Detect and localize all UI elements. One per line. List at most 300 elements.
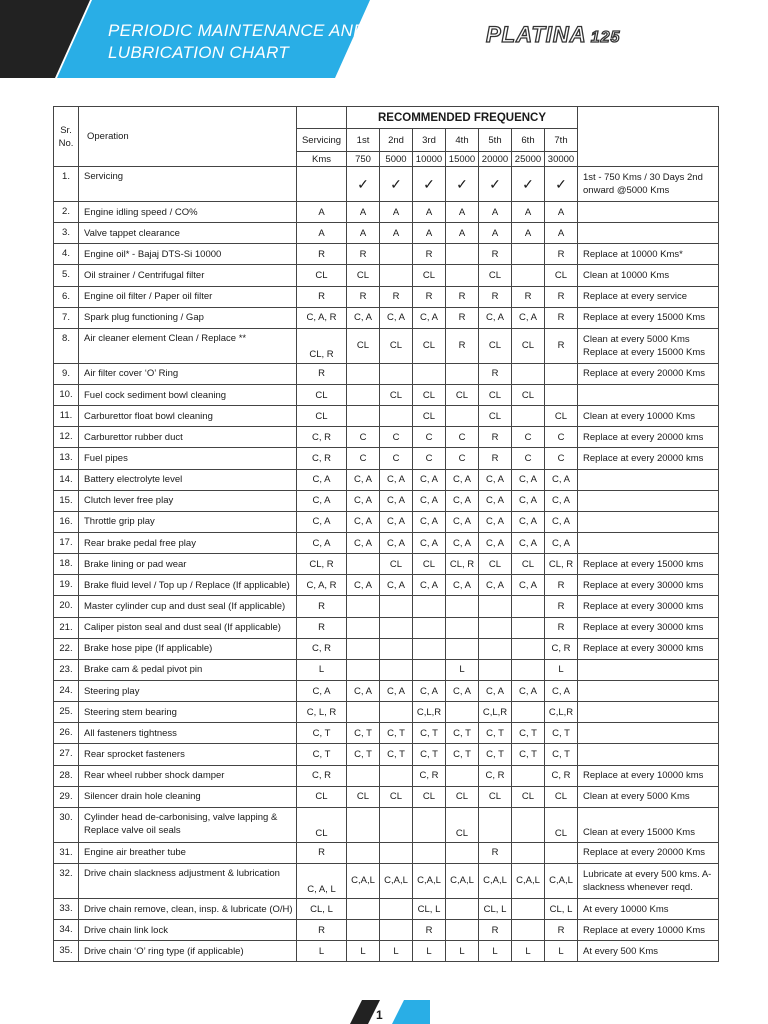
row-frequency-cell: R [413,244,446,265]
row-frequency-cell: R [545,617,578,638]
table-row [54,765,719,786]
row-servicing: C, R [297,448,347,469]
header-kms: Kms [297,152,347,167]
row-frequency-cell [380,702,413,723]
row-frequency-cell [545,842,578,863]
row-remarks: Clean at every 15000 Kms [578,807,719,842]
row-remarks: Replace at every 15000 Kms [578,307,719,328]
row-frequency-cell [512,406,545,427]
title-line-1: PERIODIC MAINTENANCE AND [108,21,366,40]
row-frequency-cell [512,638,545,659]
row-frequency-cell: R [545,286,578,307]
header-operation: Operation [79,107,297,167]
row-frequency-cell: C [446,427,479,448]
row-operation: Fuel pipes [79,448,297,469]
header-service-number: 1st [347,129,380,152]
row-frequency-cell: CL [512,384,545,405]
row-frequency-cell: R [479,244,512,265]
row-frequency-cell: C, A [413,532,446,553]
row-frequency-cell: C,A,L [347,863,380,898]
row-frequency-cell: CL [512,786,545,807]
row-frequency-cell: C, A [545,680,578,701]
row-operation: Caliper piston seal and dust seal (If applicable) [79,617,297,638]
row-frequency-cell: CL [413,786,446,807]
row-frequency-cell: ✓ [512,167,545,202]
row-frequency-cell [479,659,512,680]
row-frequency-cell: C, A [347,469,380,490]
row-frequency-cell: C, A [347,532,380,553]
row-servicing: CL, L [297,898,347,919]
row-frequency-cell: L [545,941,578,962]
row-frequency-cell [413,638,446,659]
row-operation: Air filter cover ‘O’ Ring [79,363,297,384]
row-frequency-cell: C [347,427,380,448]
row-frequency-cell [446,920,479,941]
row-sr-number: 33. [54,898,79,919]
row-frequency-cell: A [479,223,512,244]
row-frequency-cell: C,L,R [545,702,578,723]
row-frequency-cell: CL [380,328,413,363]
row-servicing: C, A [297,469,347,490]
header-servicing: Servicing [297,129,347,152]
header-service-number: 5th [479,129,512,152]
header-service-number: 2nd [380,129,413,152]
row-operation: Carburettor float bowl cleaning [79,406,297,427]
row-sr-number: 34. [54,920,79,941]
row-frequency-cell: R [545,244,578,265]
row-frequency-cell: C, A [479,532,512,553]
page-title [108,20,366,64]
row-remarks [578,680,719,701]
row-remarks: Replace at every 10000 kms [578,765,719,786]
table-row [54,532,719,553]
title-line-2: LUBRICATION CHART [108,43,290,62]
row-operation: Steering play [79,680,297,701]
row-frequency-cell [512,702,545,723]
row-servicing: A [297,223,347,244]
row-frequency-cell: C [446,448,479,469]
row-frequency-cell: CL [380,786,413,807]
row-operation: Brake hose pipe (If applicable) [79,638,297,659]
row-frequency-cell [347,384,380,405]
row-frequency-cell: R [545,596,578,617]
row-frequency-cell [446,842,479,863]
row-servicing: C, A [297,532,347,553]
row-remarks [578,511,719,532]
row-frequency-cell: C, A [413,307,446,328]
row-frequency-cell: CL [479,406,512,427]
row-frequency-cell [446,638,479,659]
row-frequency-cell: C,A,L [512,863,545,898]
row-frequency-cell [380,638,413,659]
row-frequency-cell: C, A [512,490,545,511]
row-frequency-cell: CL [413,265,446,286]
row-frequency-cell: CL, R [545,554,578,575]
row-frequency-cell: A [347,202,380,223]
row-frequency-cell: C, A [479,680,512,701]
table-row [54,286,719,307]
row-frequency-cell: C, T [479,744,512,765]
row-frequency-cell: C, A [347,575,380,596]
row-sr-number: 30. [54,807,79,842]
row-frequency-cell: CL [413,384,446,405]
table-row [54,596,719,617]
row-operation: Brake fluid level / Top up / Replace (If applicable) [79,575,297,596]
row-servicing: R [297,363,347,384]
row-frequency-cell: C, A [446,490,479,511]
row-frequency-cell: C, A [479,575,512,596]
row-frequency-cell [446,702,479,723]
row-frequency-cell: C, T [479,723,512,744]
row-operation: Valve tappet clearance [79,223,297,244]
row-frequency-cell: CL [545,406,578,427]
row-remarks: Replace at every 30000 kms [578,638,719,659]
row-frequency-cell: R [446,328,479,363]
row-frequency-cell: C, A [545,532,578,553]
row-servicing: C, R [297,638,347,659]
row-frequency-cell: C, A [545,511,578,532]
row-frequency-cell: R [347,244,380,265]
row-sr-number: 27. [54,744,79,765]
row-frequency-cell [347,659,380,680]
row-frequency-cell [512,244,545,265]
row-operation: Drive chain ‘O’ ring type (if applicable) [79,941,297,962]
table-row [54,807,719,842]
row-remarks: Clean at every 5000 Kms Replace at every 15000 Kms [578,328,719,363]
row-frequency-cell: C, T [446,723,479,744]
row-frequency-cell: C, A [380,490,413,511]
row-frequency-cell: CL [446,807,479,842]
row-frequency-cell: R [479,842,512,863]
table-row [54,898,719,919]
row-frequency-cell: C, A [413,575,446,596]
row-frequency-cell: C, A [380,307,413,328]
header-recommended-frequency: RECOMMENDED FREQUENCY [347,107,578,129]
row-frequency-cell [380,807,413,842]
row-frequency-cell: R [479,286,512,307]
row-servicing: C, A, R [297,575,347,596]
row-frequency-cell [512,596,545,617]
header-service-kms: 750 [347,152,380,167]
row-remarks [578,384,719,405]
row-frequency-cell [479,638,512,659]
row-frequency-cell: C, T [512,744,545,765]
row-operation: Brake lining or pad wear [79,554,297,575]
row-servicing: C, R [297,765,347,786]
row-frequency-cell: C, T [545,744,578,765]
row-frequency-cell: C, A [413,469,446,490]
row-frequency-cell: CL, L [545,898,578,919]
footer-band [340,1000,430,1024]
row-sr-number: 8. [54,328,79,363]
row-frequency-cell: CL [446,786,479,807]
row-frequency-cell [413,617,446,638]
row-frequency-cell: C, A [545,490,578,511]
row-servicing: C, A, L [297,863,347,898]
row-servicing: C, A [297,511,347,532]
row-frequency-cell [380,244,413,265]
row-frequency-cell: ✓ [446,167,479,202]
row-servicing: R [297,920,347,941]
row-frequency-cell [347,920,380,941]
header-service-kms: 30000 [545,152,578,167]
row-frequency-cell: R [479,920,512,941]
row-remarks: Replace at every 10000 Kms [578,920,719,941]
row-frequency-cell: C,A,L [413,863,446,898]
row-remarks: 1st - 750 Kms / 30 Days 2nd onward @5000 Kms [578,167,719,202]
row-frequency-cell: C, T [347,744,380,765]
row-frequency-cell: R [380,286,413,307]
table-row [54,363,719,384]
table-row [54,659,719,680]
row-frequency-cell: CL [347,328,380,363]
row-frequency-cell [380,842,413,863]
row-sr-number: 19. [54,575,79,596]
row-operation: Engine idling speed / CO% [79,202,297,223]
row-servicing: A [297,202,347,223]
row-servicing: R [297,244,347,265]
row-frequency-cell: C [413,427,446,448]
header-row [54,107,719,129]
row-frequency-cell [380,920,413,941]
row-operation: Drive chain slackness adjustment & lubrication [79,863,297,898]
row-frequency-cell: C, A [512,680,545,701]
row-frequency-cell: C, A [512,511,545,532]
header-service-kms: 10000 [413,152,446,167]
maintenance-table [53,106,719,962]
row-frequency-cell: C, R [545,765,578,786]
row-frequency-cell: C, R [413,765,446,786]
row-frequency-cell: C, A [446,680,479,701]
row-frequency-cell: CL [413,554,446,575]
row-sr-number: 25. [54,702,79,723]
row-servicing: CL [297,807,347,842]
row-frequency-cell: CL [347,786,380,807]
row-frequency-cell: C, T [545,723,578,744]
row-frequency-cell: C, A [512,469,545,490]
row-frequency-cell: C, A [512,307,545,328]
row-remarks: Replace at every 20000 Kms [578,363,719,384]
row-frequency-cell [413,842,446,863]
row-frequency-cell: C,A,L [545,863,578,898]
row-frequency-cell: C, R [479,765,512,786]
row-frequency-cell: C, T [413,744,446,765]
row-sr-number: 22. [54,638,79,659]
row-frequency-cell: C, A [347,307,380,328]
row-frequency-cell [512,842,545,863]
row-frequency-cell: C [545,427,578,448]
row-frequency-cell: L [512,941,545,962]
row-frequency-cell: R [479,448,512,469]
row-frequency-cell [479,807,512,842]
row-sr-number: 15. [54,490,79,511]
row-servicing: C, A, R [297,307,347,328]
header-service-number: 6th [512,129,545,152]
table-row [54,786,719,807]
row-frequency-cell: R [347,286,380,307]
row-frequency-cell [512,363,545,384]
row-frequency-cell [446,765,479,786]
table-row [54,167,719,202]
row-frequency-cell: C,A,L [446,863,479,898]
row-frequency-cell [380,363,413,384]
row-frequency-cell: R [545,328,578,363]
row-servicing: C, L, R [297,702,347,723]
row-operation: Throttle grip play [79,511,297,532]
row-frequency-cell [380,596,413,617]
row-frequency-cell [545,384,578,405]
row-frequency-cell: CL [479,384,512,405]
table-row [54,744,719,765]
row-frequency-cell: R [545,920,578,941]
row-frequency-cell: C, A [380,575,413,596]
row-frequency-cell [446,406,479,427]
table-row [54,638,719,659]
header-service-kms: 25000 [512,152,545,167]
row-frequency-cell: R [479,427,512,448]
page-number: 1 [376,1008,383,1022]
row-frequency-cell [512,659,545,680]
row-frequency-cell: C [380,427,413,448]
row-frequency-cell: A [413,223,446,244]
row-frequency-cell [347,363,380,384]
row-frequency-cell: CL [413,406,446,427]
row-frequency-cell: CL [479,265,512,286]
row-servicing: C, T [297,744,347,765]
row-frequency-cell [446,898,479,919]
row-frequency-cell: C [545,448,578,469]
row-frequency-cell: L [545,659,578,680]
row-servicing [297,167,347,202]
row-frequency-cell: C, A [347,680,380,701]
table-row [54,490,719,511]
row-operation: Battery electrolyte level [79,469,297,490]
row-frequency-cell [413,363,446,384]
row-frequency-cell [413,596,446,617]
row-frequency-cell: R [446,286,479,307]
table-row [54,384,719,405]
row-frequency-cell: R [413,920,446,941]
row-frequency-cell: CL [380,554,413,575]
row-remarks: Replace at every 20000 kms [578,448,719,469]
header-sr: Sr. No. [54,107,79,167]
row-frequency-cell: C, A [380,680,413,701]
row-frequency-cell: C,A,L [479,863,512,898]
table-row [54,448,719,469]
row-frequency-cell [380,898,413,919]
row-frequency-cell: A [446,223,479,244]
row-frequency-cell: L [413,941,446,962]
row-frequency-cell: CL [446,384,479,405]
row-frequency-cell: C [380,448,413,469]
table-row [54,223,719,244]
row-frequency-cell [347,638,380,659]
row-servicing: CL [297,406,347,427]
row-frequency-cell: R [446,307,479,328]
row-frequency-cell: C, A [479,307,512,328]
row-frequency-cell [446,363,479,384]
row-sr-number: 2. [54,202,79,223]
row-frequency-cell [479,596,512,617]
row-operation: Clutch lever free play [79,490,297,511]
row-frequency-cell [479,617,512,638]
table-row [54,863,719,898]
row-sr-number: 16. [54,511,79,532]
row-frequency-cell [545,363,578,384]
row-servicing: C, A [297,680,347,701]
table-row [54,617,719,638]
row-frequency-cell [347,702,380,723]
row-sr-number: 17. [54,532,79,553]
row-frequency-cell: C, A [380,469,413,490]
row-remarks: Replace at every 30000 kms [578,617,719,638]
row-frequency-cell: A [479,202,512,223]
row-sr-number: 23. [54,659,79,680]
row-frequency-cell: C [512,427,545,448]
row-remarks [578,223,719,244]
row-frequency-cell: CL [380,384,413,405]
row-operation: Rear wheel rubber shock damper [79,765,297,786]
row-frequency-cell: C, A [380,532,413,553]
table-row [54,427,719,448]
row-remarks [578,702,719,723]
row-frequency-cell [380,765,413,786]
row-sr-number: 6. [54,286,79,307]
row-frequency-cell: R [545,575,578,596]
row-sr-number: 21. [54,617,79,638]
row-frequency-cell: A [380,202,413,223]
row-frequency-cell: L [479,941,512,962]
row-sr-number: 26. [54,723,79,744]
row-frequency-cell: C, T [380,744,413,765]
row-frequency-cell: A [380,223,413,244]
row-frequency-cell: C, A [347,490,380,511]
row-frequency-cell [512,765,545,786]
row-remarks: At every 500 Kms [578,941,719,962]
table-row [54,680,719,701]
row-frequency-cell: L [446,941,479,962]
row-operation: Drive chain link lock [79,920,297,941]
row-remarks: Replace at every service [578,286,719,307]
row-frequency-cell [347,554,380,575]
header-empty [297,107,347,129]
row-frequency-cell: C, A [446,511,479,532]
row-sr-number: 9. [54,363,79,384]
row-servicing: C, A [297,490,347,511]
row-sr-number: 32. [54,863,79,898]
row-frequency-cell: C,L,R [479,702,512,723]
brand-name: PLATINA [486,22,587,47]
row-servicing: R [297,286,347,307]
row-servicing: L [297,941,347,962]
row-frequency-cell [380,617,413,638]
row-frequency-cell: A [512,223,545,244]
row-servicing: C, T [297,723,347,744]
row-frequency-cell [413,659,446,680]
table-row [54,469,719,490]
row-remarks: Replace at 10000 Kms* [578,244,719,265]
row-operation: All fasteners tightness [79,723,297,744]
row-frequency-cell: R [479,363,512,384]
row-sr-number: 12. [54,427,79,448]
row-servicing: C, R [297,427,347,448]
row-servicing: CL [297,265,347,286]
row-frequency-cell [347,898,380,919]
row-frequency-cell [347,617,380,638]
row-servicing: CL [297,786,347,807]
brand-logo [486,22,620,48]
row-frequency-cell: C [512,448,545,469]
